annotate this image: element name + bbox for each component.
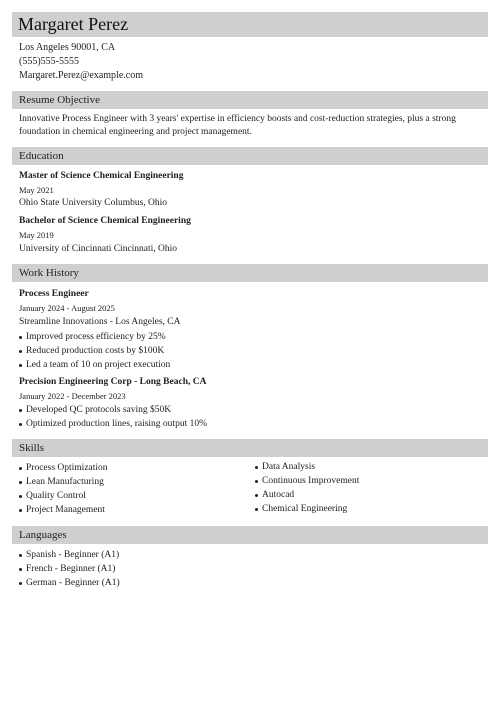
job-dates: January 2024 - August 2025 [19, 303, 115, 313]
languages-section-header [12, 526, 488, 544]
objective-text-line-2: foundation in chemical engineering and project management. [19, 127, 252, 137]
candidate-name: Margaret Perez [18, 14, 129, 34]
skill-item: Quality Control [19, 490, 86, 503]
job-bullet: Developed QC protocols saving $50K [19, 404, 171, 417]
skill-item: Chemical Engineering [255, 503, 347, 516]
contact-phone: (555)555-5555 [19, 56, 79, 67]
skill-item: Lean Manufacturing [19, 476, 104, 489]
job-dates: January 2022 - December 2023 [19, 391, 126, 401]
education-school: University of Cincinnati Cincinnati, Ohio [19, 244, 178, 254]
skill-item: Process Optimization [19, 462, 108, 475]
job-bullet: Led a team of 10 on project execution [19, 359, 170, 372]
education-school: Ohio State University Columbus, Ohio [19, 198, 168, 208]
skills-section-title: Skills [19, 442, 45, 454]
skill-item: Data Analysis [255, 461, 315, 474]
job-bullet: Reduced production costs by $100K [19, 345, 164, 358]
objective-section-header [12, 91, 488, 109]
education-degree: Bachelor of Science Chemical Engineering [19, 216, 191, 226]
education-section-header [12, 147, 488, 165]
job-company: Streamline Innovations - Los Angeles, CA [19, 317, 181, 327]
job-bullet: Optimized production lines, raising output 10% [19, 418, 207, 431]
contact-address: Los Angeles 90001, CA [19, 42, 116, 53]
language-item: Spanish - Beginner (A1) [19, 549, 119, 562]
language-item: German - Beginner (A1) [19, 577, 120, 590]
name-header-bar [12, 12, 488, 37]
skills-section-header [12, 439, 488, 457]
education-date: May 2019 [19, 230, 54, 240]
objective-section-title: Resume Objective [19, 94, 100, 106]
education-date: May 2021 [19, 185, 54, 195]
job-bullet: Improved process efficiency by 25% [19, 331, 166, 344]
job-role: Process Engineer [19, 289, 89, 299]
education-section-title: Education [19, 150, 64, 162]
language-item: French - Beginner (A1) [19, 563, 115, 576]
skill-item: Autocad [255, 489, 294, 502]
job-role: Precision Engineering Corp - Long Beach, CA [19, 377, 207, 387]
skill-item: Continuous Improvement [255, 475, 359, 488]
skill-item: Project Management [19, 504, 105, 517]
work-section-title: Work History [19, 267, 79, 279]
work-section-header [12, 264, 488, 282]
objective-text-line-1: Innovative Process Engineer with 3 years' expertise in efficiency boosts and cost-reduction strategies, plus a strong [19, 114, 456, 124]
education-degree: Master of Science Chemical Engineering [19, 171, 184, 181]
languages-section-title: Languages [19, 529, 67, 541]
contact-email: Margaret.Perez@example.com [19, 70, 143, 81]
